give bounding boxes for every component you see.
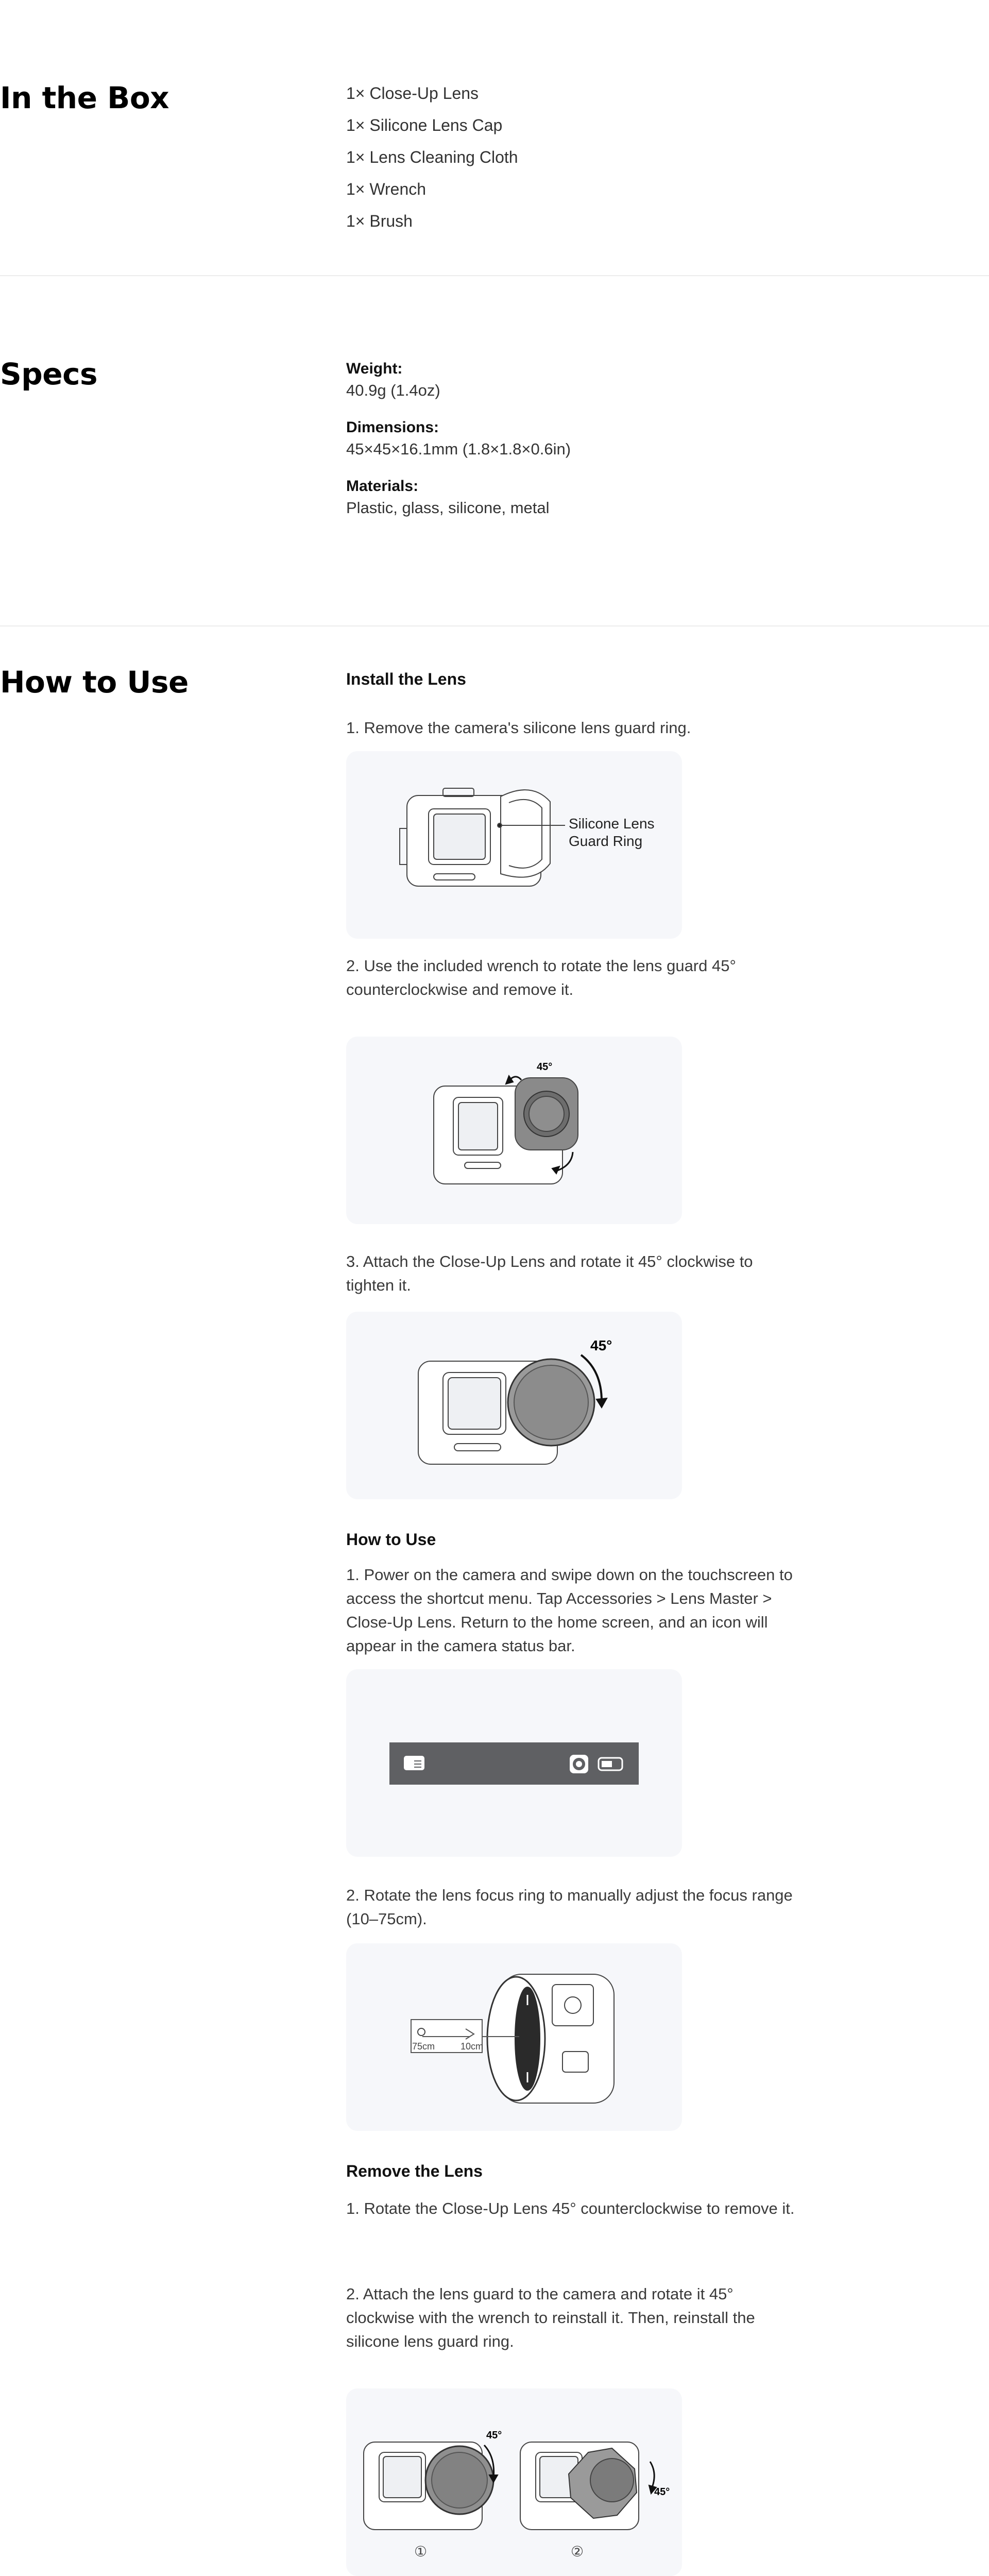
use-heading: How to Use (346, 1530, 436, 1549)
use-step-2: 2. Rotate the lens focus ring to manually adjust the focus range (10–75cm). (346, 1886, 793, 1928)
in-the-box-section (0, 0, 989, 276)
focus-ring-illustration (346, 1943, 682, 2131)
install-step-2: 2. Use the included wrench to rotate the lens guard 45° counterclockwise and remove it. (346, 957, 736, 998)
spec-label-materials: Materials: (346, 478, 419, 495)
angle-label-45-c: 45° (486, 2430, 502, 2441)
list-item: 1× Brush (346, 212, 413, 230)
status-bar-illustration (346, 1669, 682, 1857)
remove-step-1: 1. Rotate the Close-Up Lens 45° counterclockwise to remove it. (346, 2199, 795, 2217)
focus-near-label: 75cm (412, 2041, 435, 2052)
illustration-card-attach-lens (346, 1312, 682, 1499)
list-item: 1× Wrench (346, 180, 427, 198)
use-step-1: 1. Power on the camera and swipe down on the touchscreen to access the shortcut menu. Tap Accessories > Lens Master > Close-Up Lens. Return to the home screen, and an icon will appear in the camera status bar. (346, 1566, 793, 1655)
specs-title: Specs (0, 357, 98, 392)
angle-label-45-d: 45° (654, 2486, 670, 2498)
camera-attach-lens-illustration (346, 1312, 682, 1499)
spec-value-materials: Plastic, glass, silicone, metal (346, 499, 550, 517)
step-marker-2: ② (571, 2544, 584, 2560)
illustration-card-rotate-guard (346, 1037, 682, 1224)
install-step-3: 3. Attach the Close-Up Lens and rotate it 45° clockwise to tighten it. (346, 1252, 753, 1294)
list-item: 1× Close-Up Lens (346, 84, 479, 103)
list-item: 1× Silicone Lens Cap (346, 116, 503, 134)
specs-section (0, 276, 989, 626)
illustration-card-remove-lens (346, 2388, 682, 2576)
in-the-box-list (346, 77, 799, 237)
remove-heading: Remove the Lens (346, 2162, 483, 2180)
illustration-card-remove-guard-ring (346, 751, 682, 939)
guard-ring-callout: Silicone Lens Guard Ring (569, 816, 655, 849)
focus-far-label: 10cm (461, 2041, 484, 2052)
remove-lens-illustration (346, 2388, 682, 2576)
spec-label-weight: Weight: (346, 360, 403, 377)
angle-label-45-b: 45° (590, 1337, 612, 1353)
spec-value-dimensions: 45×45×16.1mm (1.8×1.8×0.6in) (346, 440, 571, 458)
illustration-card-status-bar (346, 1669, 682, 1857)
spec-label-dimensions: Dimensions: (346, 419, 439, 436)
spec-value-weight: 40.9g (1.4oz) (346, 381, 440, 399)
illustration-card-focus-ring (346, 1943, 682, 2131)
angle-label-45-a: 45° (537, 1061, 553, 1073)
install-heading: Install the Lens (346, 670, 466, 688)
section-divider (0, 625, 989, 626)
specs-list (346, 359, 799, 535)
list-item: 1× Lens Cleaning Cloth (346, 148, 518, 166)
camera-rotate-guard-illustration (346, 1037, 682, 1224)
step-marker-1: ① (414, 2544, 428, 2560)
install-step-1: 1. Remove the camera's silicone lens guard ring. (346, 719, 691, 737)
how-to-use-title: How to Use (0, 665, 189, 700)
in-the-box-title: In the Box (0, 80, 169, 115)
remove-step-2: 2. Attach the lens guard to the camera and rotate it 45° clockwise with the wrench to reinstall it. Then, reinstall the silicone lens guard ring. (346, 2285, 755, 2350)
